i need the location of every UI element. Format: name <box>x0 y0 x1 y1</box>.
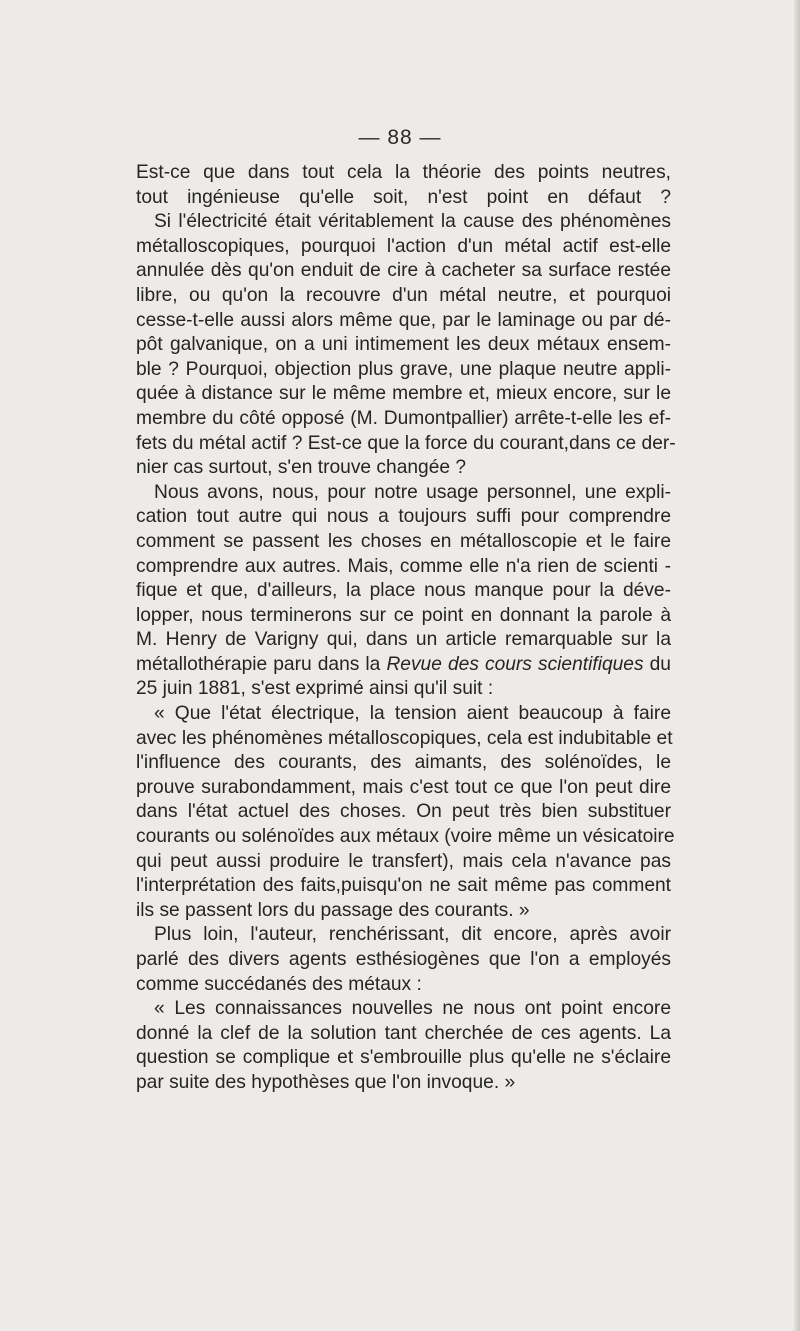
text-line: membre du côté opposé (M. Dumontpallier) arrête-t-elle les ef- <box>136 407 671 429</box>
text-line: courants ou solénoïdes aux métaux (voire même un vésicatoire <box>136 826 675 848</box>
text-line: cation tout autre qui nous a toujours suffi pour comprendre <box>136 506 671 528</box>
page-edge-shadow <box>794 0 800 1331</box>
text-line: cesse-t-elle aussi alors même que, par le laminage ou par dé- <box>136 309 671 331</box>
text-line: ils se passent lors du passage des courants. » <box>136 899 530 921</box>
text-line: prouve surabondamment, mais c'est tout ce que l'on peut dire <box>136 776 671 798</box>
text-line: tout ingénieuse qu'elle soit, n'est point en défaut ? <box>136 186 671 208</box>
text-line: comment se passent les choses en métalloscopie et le faire <box>136 530 671 552</box>
text-line: annulée dès qu'on enduit de cire à cacheter sa surface restée <box>136 260 671 282</box>
journal-title: Revue des cours scientifiques <box>386 653 644 675</box>
text-line-with-title <box>136 653 671 678</box>
text-line: nier cas surtout, s'en trouve changée ? <box>136 457 467 479</box>
page-number: — 88 — <box>358 126 442 149</box>
text-line: Plus loin, l'auteur, renchérissant, dit encore, après avoir <box>154 924 671 946</box>
text-line: fique et que, d'ailleurs, la place nous manque pour la déve- <box>136 580 671 602</box>
text-line: M. Henry de Varigny qui, dans un article remarquable sur la <box>136 629 671 651</box>
text-line: « Les connaissances nouvelles ne nous ont point encore <box>154 998 671 1020</box>
text-line: ble ? Pourquoi, objection plus grave, une plaque neutre appli- <box>136 358 671 380</box>
text-line: l'interprétation des faits,puisqu'on ne sait même pas comment <box>136 875 671 897</box>
text-line: donné la clef de la solution tant cherchée de ces agents. La <box>136 1022 671 1044</box>
text-line: par suite des hypothèses que l'on invoque. » <box>136 1071 516 1093</box>
text-line: comme succédanés des métaux : <box>136 973 422 995</box>
text-line: qui peut aussi produire le transfert), mais cela n'avance pas <box>136 850 671 872</box>
text-line: lopper, nous terminerons sur ce point en donnant la parole à <box>136 604 671 626</box>
text-line: comprendre aux autres. Mais, comme elle n'a rien de scienti - <box>136 555 671 577</box>
text-line: métalloscopiques, pourquoi l'action d'un métal actif est-elle <box>136 235 671 257</box>
text-line: parlé des divers agents esthésiogènes que l'on a employés <box>136 949 671 970</box>
text-line: Si l'électricité était véritablement la cause des phénomènes <box>154 211 671 233</box>
text-line-end: du <box>649 653 671 675</box>
text-line: l'influence des courants, des aimants, des solénoïdes, le <box>136 752 671 774</box>
text-line: question se complique et s'embrouille plus qu'elle ne s'éclaire <box>136 1047 671 1069</box>
body-text <box>136 161 676 1096</box>
text-line: avec les phénomènes métalloscopiques, cela est indubitable et <box>136 727 673 749</box>
text-line: Nous avons, nous, pour notre usage personnel, une expli- <box>154 481 671 503</box>
text-line: dans l'état actuel des choses. On peut très bien substituer <box>136 801 671 823</box>
text-line: fets du métal actif ? Est-ce que la force du courant,dans ce der- <box>136 432 676 454</box>
text-line: « Que l'état électrique, la tension aient beaucoup à faire <box>154 703 671 725</box>
text-line: quée à distance sur le même membre et, mieux encore, sur le <box>136 383 671 405</box>
text-line: 25 juin 1881, s'est exprimé ainsi qu'il suit : <box>136 678 494 700</box>
text-line: libre, ou qu'on la recouvre d'un métal neutre, et pourquoi <box>136 284 671 306</box>
text-line: pôt galvanique, on a uni intimement les deux métaux ensem- <box>136 334 671 356</box>
text-line-start: métallothérapie paru dans la <box>136 653 381 675</box>
text-line: Est-ce que dans tout cela la théorie des points neutres, <box>136 162 671 183</box>
